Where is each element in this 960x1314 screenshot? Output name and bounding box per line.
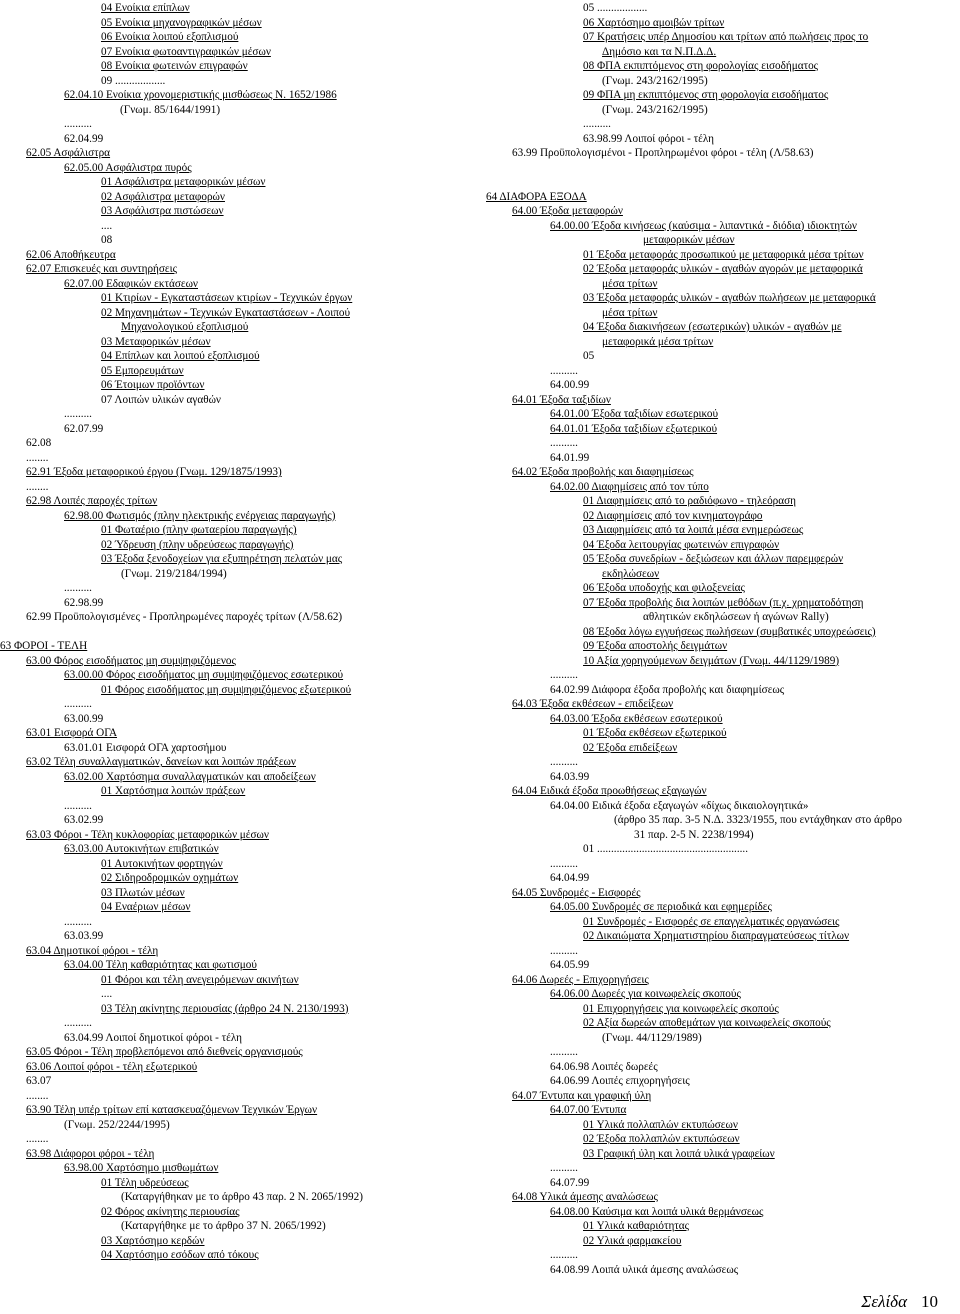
text-line: 01 Συνδρομές - Εισφορές σε επαγγελματικές οργανώσεις (583, 915, 840, 928)
page-number: 10 (921, 1292, 938, 1311)
text-line: 01 Αυτοκινήτων φορτηγών (101, 857, 223, 870)
text-line: ........ (26, 1089, 49, 1102)
text-line: 63.98.00 Χαρτόσημο μισθωμάτων (64, 1162, 219, 1174)
text-line: 02 Σιδηροδρομικών οχημάτων (101, 872, 239, 884)
text-line: 64.03.99 (550, 770, 590, 783)
text-line: .......... (550, 364, 578, 377)
text-line: 02 Φόρος ακίνητης περιουσίας (101, 1205, 240, 1218)
text-line: 08 Ενοίκια φωτεινών επιγραφών (101, 60, 248, 72)
text-line: 02 Ύδρευση (πλην υδρεύσεως παραγωγής) (101, 538, 294, 551)
text-line: 64.08.00 Καύσιμα και λοιπά υλικά θερμάνσεως (550, 1205, 764, 1218)
text-line: .......... (64, 698, 92, 710)
text-line: 02 Δικαιώματα Χρηματιστηρίου διαπραγματεύσεως τίτλων (583, 930, 850, 942)
text-line: 07 Ενοίκια φωτοαντιγραφικών μέσων (101, 45, 271, 58)
text-line: 64.00.99 (550, 379, 590, 391)
text-line: 01 Τέλη υδρεύσεως (101, 1176, 189, 1189)
text-line: 03 Χαρτόσημο κερδών (101, 1234, 205, 1247)
text-line: 62.07 Επισκευές και συντηρήσεις (26, 263, 178, 275)
text-line: .......... (550, 1162, 578, 1174)
text-line: (άρθρο 35 παρ. 3-5 Ν.Δ. 3323/1955, που εντάχθηκαν στο άρθρο (614, 814, 903, 826)
text-line: 62.04.10 Ενοίκια χρονομεριστικής μισθώσεως Ν. 1652/1986 (64, 89, 337, 101)
text-line: αθλητικών εκδηλώσεων ή αγώνων Rally) (643, 611, 829, 623)
text-line: 64.02 Έξοδα προβολής και διαφημίσεως (512, 466, 694, 478)
text-line: 64.05.99 (550, 959, 590, 971)
text-line: 63.90 Τέλη υπέρ τρίτων επί κατασκευαζόμενων Τεχνικών Έργων (26, 1104, 318, 1116)
text-line: 62.98.99 (64, 596, 104, 609)
text-line: 01 ...................................................... (583, 843, 749, 855)
text-line: 64.01.00 Έξοδα ταξιδίων εσωτερικού (550, 408, 719, 420)
text-line: 08 ΦΠΑ εκπιπτόμενος στη φορολογίας εισοδήματος (583, 60, 819, 72)
text-line: 02 Ασφάλιστρα μεταφορών (101, 190, 225, 203)
text-line: 64.08 Υλικά άμεσης αναλώσεως (512, 1191, 658, 1203)
text-line: 63.98 Διάφοροι φόροι - τέλη (26, 1147, 155, 1160)
text-line: 02 Διαφημίσεις από τον κινηματογράφο (583, 509, 763, 522)
text-line: 08 (101, 234, 113, 246)
text-line: 62.98.00 Φωτισμός (πλην ηλεκτρικής ενέργειας παραγωγής) (64, 509, 336, 522)
text-line: 01 Χαρτόσημα λοιπών πράξεων (101, 785, 246, 797)
text-line: ........ (26, 1133, 49, 1145)
text-line: 01 Υλικά πολλαπλών εκτυπώσεων (583, 1118, 738, 1131)
text-line: 01 Κτιρίων - Εγκαταστάσεων κτιρίων - Τεχνικών έργων (101, 292, 353, 304)
text-line: 09 Έξοδα αποστολής δειγμάτων (583, 640, 728, 652)
text-line: 63.01 Εισφορά ΟΓΑ (26, 727, 118, 739)
text-line: 06 Χαρτόσημο αμοιβών τρίτων (583, 16, 725, 29)
text-line: 63.00 Φόρος εισοδήματος μη συμψηφιζόμενος (26, 654, 236, 667)
text-line: ........ (26, 451, 49, 464)
text-line: 01 Επιχορηγήσεις για κοινωφελείς σκοπούς (583, 1002, 779, 1015)
text-line: 64.06.00 Δωρεές για κοινωφελείς σκοπούς (550, 988, 741, 1000)
text-line: 64.00 Έξοδα μεταφορών (512, 205, 623, 217)
text-line: εκδηλώσεων (602, 567, 660, 580)
text-line: (Γνωμ. 252/2244/1995) (64, 1118, 170, 1131)
text-line: 64 ΔΙΑΦΟΡΑ ΕΞΟΔΑ (486, 190, 587, 203)
text-line: 64.04.00 Ειδικά έξοδα εξαγωγών «δίχως δικαιολογητικά» (550, 799, 809, 812)
text-line: 02 Υλικά φαρμακείου (583, 1234, 682, 1247)
text-line: 64.01.99 (550, 451, 590, 464)
text-line: (Γνωμ. 44/1129/1989) (602, 1031, 702, 1044)
text-line: 01 Υλικά καθαριότητας (583, 1220, 690, 1232)
text-line: 04 Χαρτόσημο εσόδων από τόκους (101, 1249, 259, 1261)
text-line: .......... (64, 118, 92, 130)
text-line: 03 Διαφημίσεις από τα λοιπά μέσα ενημερώσεως (583, 524, 804, 536)
text-line: 64.02.00 Διαφημίσεις από τον τύπο (550, 480, 709, 493)
text-line: 06 Ενοίκια λοιπού εξοπλισμού (101, 31, 239, 43)
text-line: .......... (64, 1017, 92, 1029)
text-line: μέσα τρίτων (602, 306, 658, 319)
text-line: .......... (64, 799, 92, 812)
text-line: .......... (64, 915, 92, 928)
text-line: 64.02.99 Διάφορα έξοδα προβολής και διαφημίσεως (550, 683, 785, 696)
text-line: 63.04.00 Τέλη καθαριότητας και φωτισμού (64, 959, 257, 971)
text-line: 62.99 Προϋπολογισμένες - Προπληρωμένες παροχές τρίτων (Λ/58.62) (26, 611, 343, 623)
text-line: 63 ΦΟΡΟΙ - ΤΕΛΗ (0, 640, 88, 652)
text-line: 06 Έξοδα υποδοχής και φιλοξενείας (583, 582, 745, 594)
text-line: 04 Έξοδα διακινήσεων (εσωτερικών) υλικών - αγαθών με (583, 321, 842, 333)
text-line: 63.02 Τέλη συναλλαγματικών, δανείων και λοιπών πράξεων (26, 756, 296, 768)
text-line: 05 Έξοδα συνεδρίων - δεξιώσεων και άλλων παρεμφερών (583, 553, 844, 565)
text-line: 07 Κρατήσεις υπέρ Δημοσίου και τρίτων από πωλήσεις προς το (583, 31, 869, 43)
text-line: 01 Έξοδα μεταφοράς προσωπικού με μεταφορικά μέσα τρίτων (583, 248, 864, 261)
text-line: 63.06 Λοιποί φόροι - τέλη εξωτερικού (26, 1060, 198, 1073)
text-line: 04 Επίπλων και λοιπού εξοπλισμού (101, 350, 260, 362)
text-line: .......... (550, 756, 578, 768)
text-line: 05 Ενοίκια μηχανογραφικών μέσων (101, 16, 262, 29)
text-line: 64.06.98 Λοιπές δωρεές (550, 1060, 658, 1073)
text-line: 64.06 Δωρεές - Επιχορηγήσεις (512, 973, 649, 986)
text-line: 64.05.00 Συνδρομές σε περιοδικά και εφημερίδες (550, 901, 772, 913)
text-line: 03 Γραφική ύλη και λοιπά υλικά γραφείων (583, 1147, 775, 1160)
text-line: .... (101, 988, 113, 1000)
text-line: 02 Έξοδα μεταφοράς υλικών - αγαθών αγορών με μεταφορικά (583, 263, 863, 275)
text-line: 62.05 Ασφάλιστρα (26, 147, 111, 159)
text-line: 05 (583, 350, 595, 362)
text-line: (Γνωμ. 85/1644/1991) (120, 103, 221, 116)
text-line: μεταφορικά μέσα τρίτων (602, 335, 714, 348)
text-line: 07 Έξοδα προβολής δια λοιπών μεθόδων (π.χ. χρηματοδότηση (583, 596, 864, 609)
text-line: 01 Φόροι και τέλη ανεγειρόμενων ακινήτων (101, 973, 299, 986)
text-line: 10 Αξία χορηγούμενων δειγμάτων (Γνωμ. 44/1129/1989) (583, 654, 840, 667)
text-line: 62.98 Λοιπές παροχές τρίτων (26, 495, 158, 507)
text-line: 03 Έξοδα μεταφοράς υλικών - αγαθών πωλήσεων με μεταφορικά (583, 292, 876, 304)
page-label: Σελίδα (861, 1292, 907, 1311)
text-line: 07 Λοιπών υλικών αγαθών (101, 393, 221, 406)
text-line: .......... (550, 437, 578, 449)
text-line: 04 Έξοδα λειτουργίας φωτεινών επιγραφών (583, 538, 780, 551)
text-line: (Καταργήθηκε με το άρθρο 37 Ν. 2065/1992) (121, 1220, 326, 1232)
text-line: 64.03 Έξοδα εκθέσεων - επιδείξεων (512, 698, 674, 710)
text-line: 63.99 Προϋπολογισμένοι - Προπληρωμένοι φόροι - τέλη (Λ/58.63) (512, 147, 814, 159)
text-line: 03 Τέλη ακίνητης περιουσίας (άρθρο 24 Ν. 2130/1993) (101, 1002, 349, 1015)
text-line: .......... (550, 944, 578, 957)
text-line: 01 Διαφημίσεις από το ραδιόφωνο - τηλεόραση (583, 495, 796, 507)
text-line: 02 Μηχανημάτων - Τεχνικών Εγκαταστάσεων - Λοιπού (101, 306, 350, 319)
text-line: 04 Εναέριων μέσων (101, 901, 191, 913)
text-line: 02 Αξία δωρεών αποθεμάτων για κοινωφελείς σκοπούς (583, 1017, 831, 1029)
text-line: .......... (64, 408, 92, 420)
text-line: 64.07 Έντυπα και γραφική ύλη (512, 1089, 652, 1102)
text-line: 01 Φωταέριο (πλην φωταερίου παραγωγής) (101, 524, 297, 536)
text-line: 63.98.99 Λοιποί φόροι - τέλη (583, 132, 715, 145)
text-line: 64.01 Έξοδα ταξιδίων (512, 393, 611, 406)
text-line: 64.04.99 (550, 872, 590, 884)
text-line: 02 Έξοδα επιδείξεων (583, 741, 678, 754)
text-line: .......... (550, 1249, 578, 1261)
text-line: 06 Έτοιμων προϊόντων (101, 379, 205, 391)
text-line: Δημόσιο και τα Ν.Π.Δ.Δ. (602, 45, 717, 58)
text-line: (Γνωμ. 219/2184/1994) (121, 567, 227, 580)
text-line: 64.08.99 Λοιπά υλικά άμεσης αναλώσεως (550, 1263, 739, 1276)
text-line: 63.00.99 (64, 712, 104, 725)
text-line: (Γνωμ. 243/2162/1995) (602, 103, 708, 116)
text-line: (Γνωμ. 243/2162/1995) (602, 74, 708, 87)
text-line: .......... (550, 669, 578, 681)
text-line: 64.01.01 Έξοδα ταξιδίων εξωτερικού (550, 422, 718, 435)
text-line: μέσα τρίτων (602, 277, 658, 290)
text-line: 01 Φόρος εισοδήματος μη συμψηφιζόμενος εξωτερικού (101, 683, 352, 696)
text-line: 03 Μεταφορικών μέσων (101, 335, 211, 348)
text-line: ........ (26, 480, 49, 493)
text-line: 09 .................. (101, 74, 166, 87)
text-line: 01 Ασφάλιστρα μεταφορικών μέσων (101, 176, 266, 188)
text-line: 64.03.00 Έξοδα εκθέσεων εσωτερικού (550, 712, 723, 725)
text-line: 04 Ενοίκια επίπλων (101, 2, 190, 14)
text-line: Μηχανολογικού εξοπλισμού (121, 321, 249, 333)
text-line: 62.05.00 Ασφάλιστρα πυρός (64, 161, 192, 174)
text-line: 63.03.00 Αυτοκινήτων επιβατικών (64, 843, 219, 855)
text-line: 63.04 Δημοτικοί φόροι - τέλη (26, 944, 159, 957)
text-line: .......... (64, 582, 92, 594)
text-line: 63.02.99 (64, 814, 104, 826)
text-line: 62.07.99 (64, 422, 104, 435)
text-line: 03 Πλωτών μέσων (101, 886, 185, 899)
text-line: 03 Έξοδα ξενοδοχείων για εξυπηρέτηση πελατών μας (101, 553, 343, 565)
page-footer (861, 1292, 938, 1312)
text-line: 64.00.00 Έξοδα κινήσεως (καύσιμα - λιπαντικά - διόδια) ιδιοκτητών (550, 219, 857, 232)
text-line: 03 Ασφάλιστρα πιστώσεων (101, 205, 224, 217)
text-line: 63.01.01 Εισφορά ΟΓΑ χαρτοσήμου (64, 741, 227, 754)
text-line: 05 .................. (583, 2, 648, 14)
text-line: .... (101, 219, 113, 232)
text-line: (Καταργήθηκαν με το άρθρο 43 παρ. 2 Ν. 2065/1992) (121, 1191, 363, 1203)
text-line: 63.03 Φόροι - Τέλη κυκλοφορίας μεταφορικών μέσων (26, 828, 269, 841)
text-line: 64.06.99 Λοιπές επιχορηγήσεις (550, 1075, 690, 1087)
text-line: 08 Έξοδα λόγω εγγυήσεως πωλήσεων (συμβατικές υποχρεώσεις) (583, 625, 876, 638)
text-line: 64.04 Ειδικά έξοδα προωθήσεως εξαγωγών (512, 785, 707, 797)
text-line: μεταφορικών μέσων (643, 234, 735, 246)
text-line: 62.06 Αποθήκευτρα (26, 248, 116, 261)
text-line: 62.04.99 (64, 132, 104, 145)
text-line: 64.05 Συνδρομές - Εισφορές (512, 886, 641, 899)
text-line: .......... (550, 857, 578, 870)
text-line: .......... (550, 1046, 578, 1058)
text-line: 05 Εμπορευμάτων (101, 364, 184, 377)
text-line: 64.07.00 Έντυπα (550, 1104, 627, 1116)
text-line: 63.00.00 Φόρος εισοδήματος μη συμψηφιζόμενος εσωτερικού (64, 669, 344, 681)
text-line: 63.02.00 Χαρτόσημα συναλλαγματικών και αποδείξεων (64, 770, 316, 783)
text-line: 64.07.99 (550, 1176, 590, 1189)
text-line: 63.05 Φόροι - Τέλη προβλεπόμενοι από διεθνείς οργανισμούς (26, 1046, 303, 1058)
text-line: 63.03.99 (64, 930, 104, 942)
text-line: 09 ΦΠΑ μη εκπιπτόμενος στη φορολογία εισοδήματος (583, 89, 829, 101)
text-line: 63.04.99 Λοιποί δημοτικοί φόροι - τέλη (64, 1031, 243, 1044)
text-line: 62.91 Έξοδα μεταφορικού έργου (Γνωμ. 129/1875/1993) (26, 466, 282, 478)
text-line: 63.07 (26, 1075, 52, 1087)
text-line: .......... (583, 118, 611, 130)
text-line: 01 Έξοδα εκθέσεων εξωτερικού (583, 727, 727, 739)
text-line: 31 παρ. 2-5 Ν. 2238/1994) (634, 828, 754, 841)
text-line: 62.08 (26, 437, 52, 449)
text-line: 02 Έξοδα πολλαπλών εκτυπώσεων (583, 1133, 740, 1145)
text-line: 62.07.00 Εδαφικών εκτάσεων (64, 277, 198, 290)
